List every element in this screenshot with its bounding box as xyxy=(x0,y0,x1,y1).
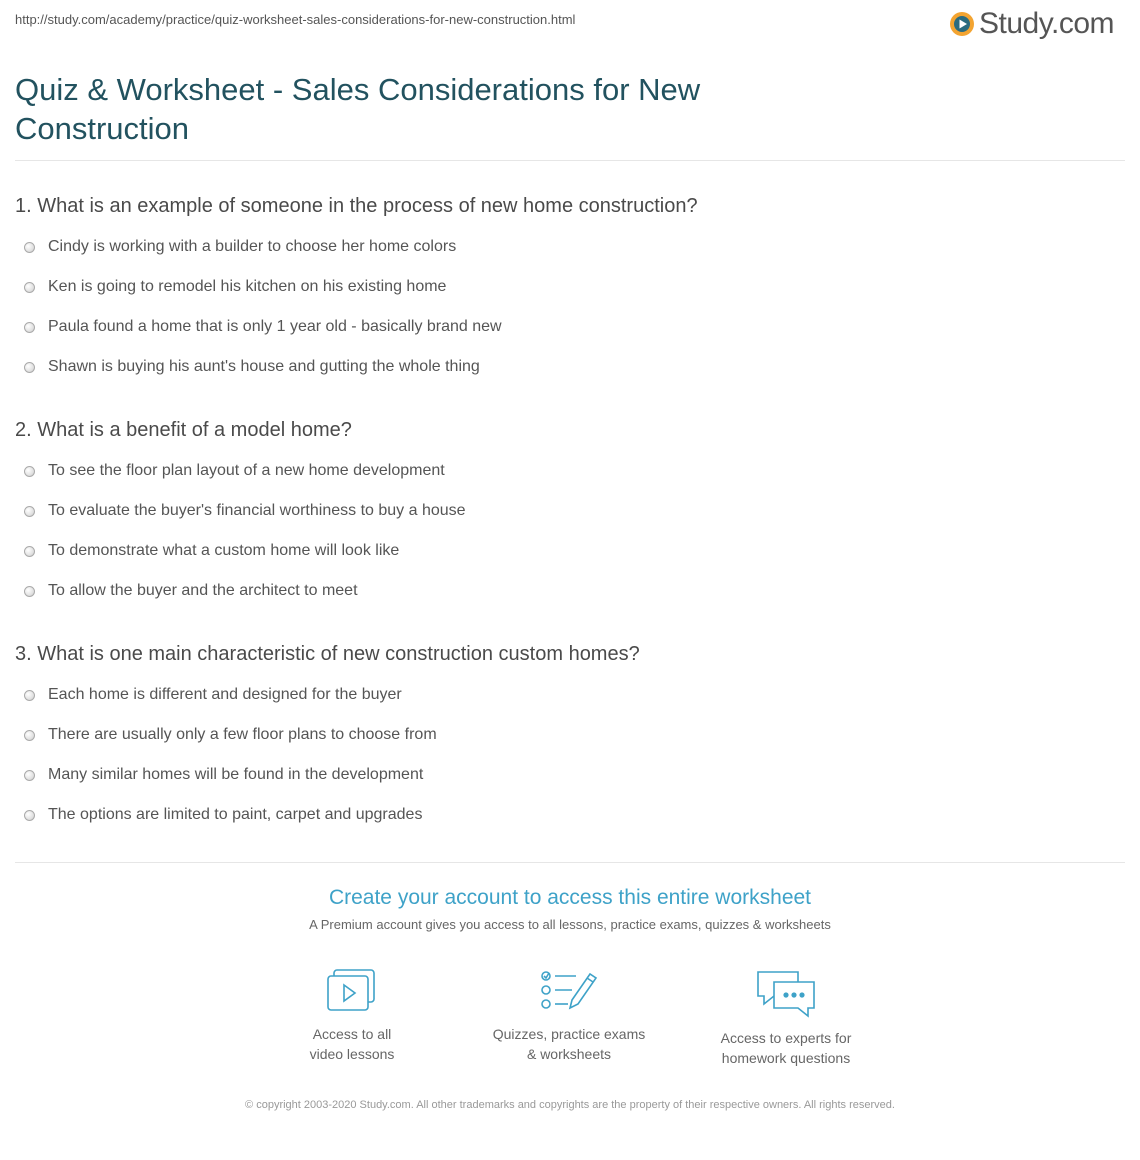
question-1-option-3[interactable] xyxy=(24,315,502,339)
question-3: 3. What is one main characteristic of new construction custom homes? xyxy=(15,643,640,665)
question-2-option-4[interactable] xyxy=(24,579,358,603)
study-logo-icon xyxy=(949,11,975,37)
option-label: To demonstrate what a custom home will look like xyxy=(48,542,400,559)
question-2: 2. What is a benefit of a model home? xyxy=(15,419,352,441)
radio-button[interactable] xyxy=(24,506,35,517)
question-3-option-3[interactable] xyxy=(24,763,423,787)
feature-label-line-2: & worksheets xyxy=(526,1046,612,1062)
question-2-option-2[interactable] xyxy=(24,499,466,523)
radio-button[interactable] xyxy=(24,586,35,597)
radio-button[interactable] xyxy=(24,282,35,293)
radio-button[interactable] xyxy=(24,466,35,477)
question-2-option-1[interactable] xyxy=(24,459,445,483)
question-3-option-2[interactable] xyxy=(24,723,437,747)
radio-button[interactable] xyxy=(24,770,35,781)
option-label: Each home is different and designed for the buyer xyxy=(48,686,402,703)
copyright-notice: © copyright 2003-2020 Study.com. All other trademarks and copyrights are the property of their respective owners. All rights reserved. xyxy=(245,1099,895,1111)
feature-label-line-1: Access to experts for xyxy=(720,1030,852,1046)
option-label: Paula found a home that is only 1 year old - basically brand new xyxy=(48,318,502,335)
feature-label-line-2: homework questions xyxy=(721,1050,851,1066)
quiz-checklist-icon xyxy=(540,968,598,1014)
feature-quizzes xyxy=(479,968,659,1064)
radio-button[interactable] xyxy=(24,322,35,333)
radio-button[interactable] xyxy=(24,242,35,253)
study-logo[interactable] xyxy=(949,6,1114,42)
option-label: To allow the buyer and the architect to meet xyxy=(48,582,358,599)
option-label: Ken is going to remodel his kitchen on his existing home xyxy=(48,278,447,295)
expert-chat-icon xyxy=(754,968,818,1018)
option-label: There are usually only a few floor plans to choose from xyxy=(48,726,437,743)
feature-video-lessons xyxy=(262,968,442,1064)
question-1: 1. What is an example of someone in the process of new home construction? xyxy=(15,195,698,217)
option-label: To evaluate the buyer's financial worthiness to buy a house xyxy=(48,502,466,519)
feature-experts xyxy=(696,968,876,1068)
question-3-option-4[interactable] xyxy=(24,803,422,827)
feature-label-line-1: Quizzes, practice exams xyxy=(492,1026,646,1042)
option-label: The options are limited to paint, carpet and upgrades xyxy=(48,806,423,823)
option-label: To see the floor plan layout of a new home development xyxy=(48,462,445,479)
radio-button[interactable] xyxy=(24,546,35,557)
question-2-option-3[interactable] xyxy=(24,539,399,563)
feature-label-line-2: video lessons xyxy=(309,1046,395,1062)
logo-text: Study.com xyxy=(979,7,1114,40)
page-url: http://study.com/academy/practice/quiz-worksheet-sales-considerations-for-new-construction.html xyxy=(15,12,576,27)
option-label: Shawn is buying his aunt's house and gutting the whole thing xyxy=(48,358,480,375)
option-label: Cindy is working with a builder to choose her home colors xyxy=(48,238,457,255)
question-1-option-4[interactable] xyxy=(24,355,480,379)
question-1-option-1[interactable] xyxy=(24,235,456,259)
radio-button[interactable] xyxy=(24,690,35,701)
section-divider xyxy=(15,862,1125,863)
feature-label-line-1: Access to all xyxy=(312,1026,392,1042)
radio-button[interactable] xyxy=(24,362,35,373)
video-lesson-icon xyxy=(326,968,378,1014)
title-divider xyxy=(15,160,1125,161)
radio-button[interactable] xyxy=(24,810,35,821)
page-title: Quiz & Worksheet - Sales Considerations for New Construction xyxy=(15,72,701,146)
option-label: Many similar homes will be found in the development xyxy=(48,766,424,783)
question-3-option-1[interactable] xyxy=(24,683,402,707)
question-1-option-2[interactable] xyxy=(24,275,446,299)
premium-description: A Premium account gives you access to all lessons, practice exams, quizzes & worksheets xyxy=(309,917,831,932)
radio-button[interactable] xyxy=(24,730,35,741)
create-account-link[interactable]: Create your account to access this entire worksheet xyxy=(328,886,812,909)
